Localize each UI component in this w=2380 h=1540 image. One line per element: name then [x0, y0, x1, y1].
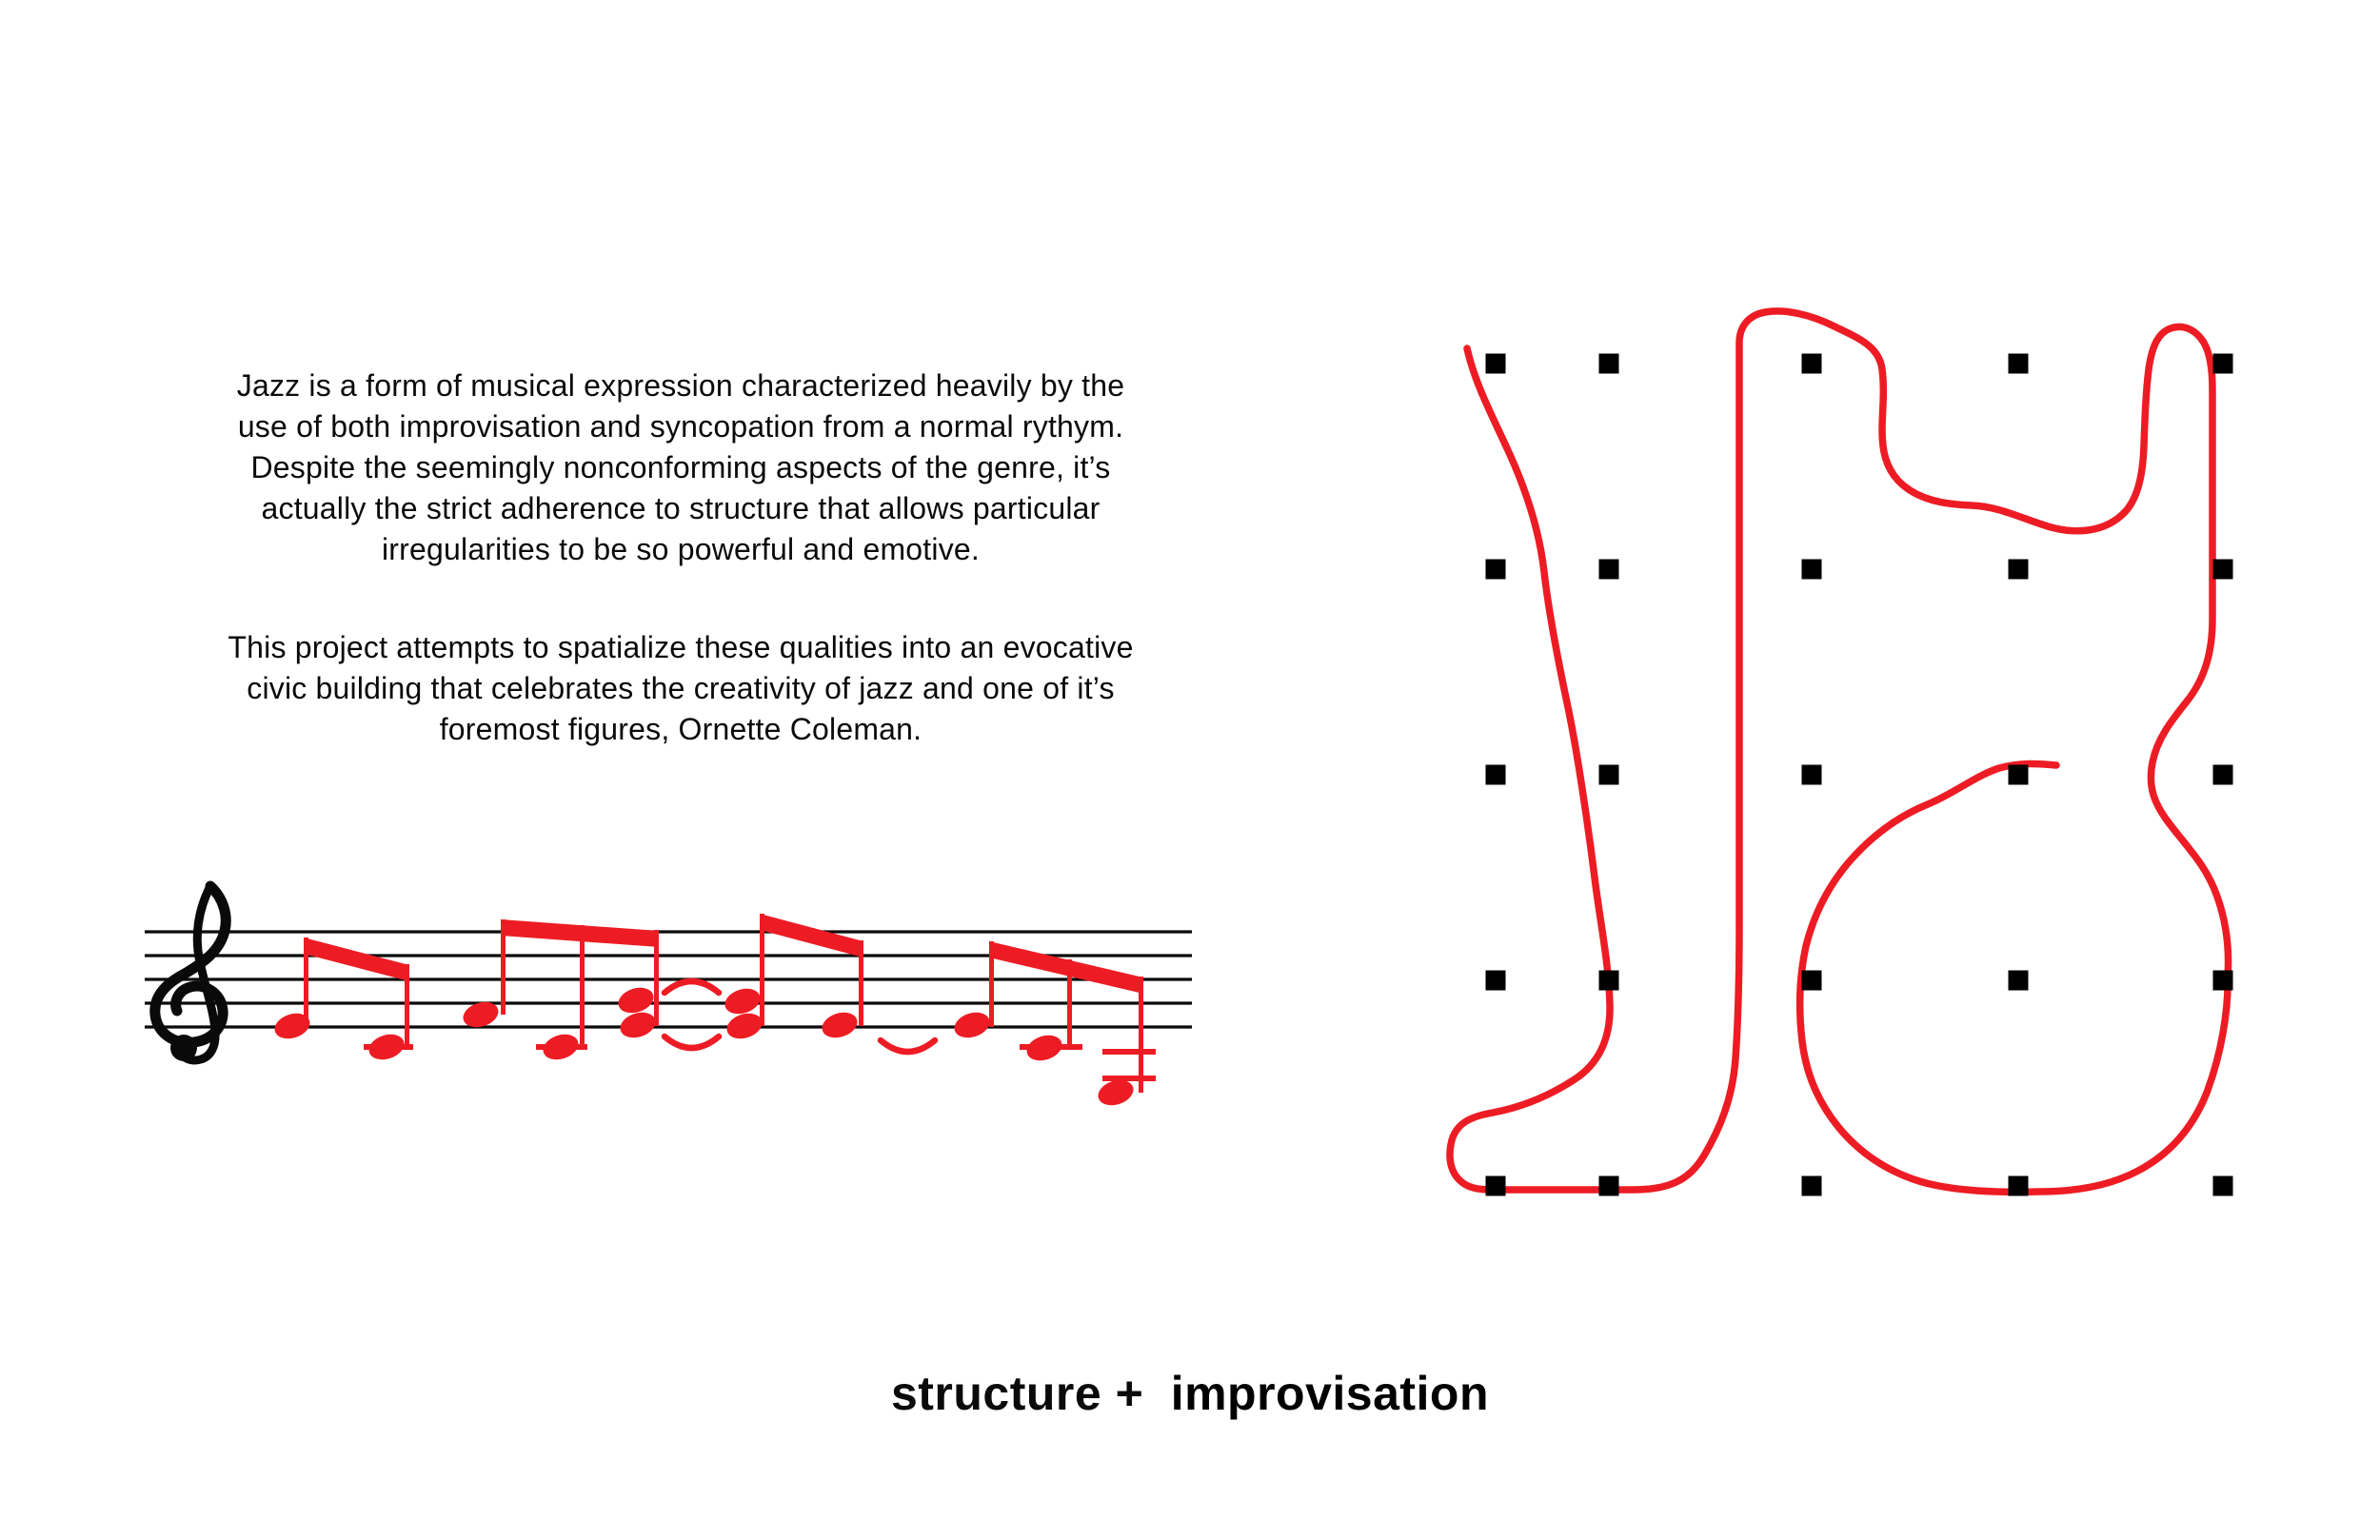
- text-line: irregularities to be so powerful and emotive.: [382, 532, 980, 566]
- improvisation-line: [1450, 311, 2229, 1192]
- note-head: [617, 1008, 659, 1042]
- ledger-line: [1102, 1049, 1156, 1055]
- note-stem: [580, 925, 585, 1047]
- grid-square: [1599, 971, 1619, 991]
- grid-squares: [1486, 354, 2233, 1196]
- note-head: [615, 983, 657, 1017]
- tie-arc-lower: [881, 1040, 935, 1052]
- note-head: [722, 984, 764, 1018]
- text-line: foremost figures, Ornette Coleman.: [439, 712, 922, 746]
- caption-improvisation-label: improvisation: [1170, 1367, 1490, 1420]
- grid-square: [1486, 765, 1506, 785]
- grid-square: [1802, 971, 1822, 991]
- grid-square: [2213, 1176, 2233, 1196]
- grid-square: [1486, 560, 1506, 580]
- note-stem: [405, 964, 409, 1047]
- intro-paragraph-1: [148, 365, 1214, 570]
- grid-square: [2213, 354, 2233, 374]
- grid-square: [2009, 765, 2029, 785]
- text-line: use of both improvisation and syncopation from a normal rythym.: [237, 409, 1124, 444]
- grid-square: [1599, 560, 1619, 580]
- grid-diagram: [1423, 281, 2271, 1223]
- grid-square: [1599, 354, 1619, 374]
- note-stem: [760, 914, 764, 1026]
- grid-square: [2009, 354, 2029, 374]
- note-beam: [760, 914, 863, 958]
- note-head: [1023, 1031, 1065, 1065]
- grid-square: [1486, 354, 1506, 374]
- note-stem: [1067, 959, 1072, 1048]
- grid-square: [1486, 971, 1506, 991]
- grid-square: [1802, 1176, 1822, 1196]
- grid-square: [1802, 354, 1822, 374]
- grid-square: [2009, 1176, 2029, 1196]
- ledger-line: [1102, 1076, 1156, 1081]
- text-line: civic building that celebrates the creativity of jazz and one of it’s: [247, 671, 1115, 705]
- note-beam: [989, 941, 1143, 994]
- grid-square: [2009, 971, 2029, 991]
- note-stem: [501, 919, 506, 1015]
- note-beam: [304, 938, 409, 981]
- text-line: Despite the seemingly nonconforming aspects of the genre, it’s: [250, 450, 1111, 484]
- staff-lines: [145, 932, 1192, 1027]
- note-head: [951, 1008, 993, 1042]
- grid-square: [2213, 971, 2233, 991]
- grid-square: [1486, 1176, 1506, 1196]
- note-stem: [1139, 977, 1143, 1093]
- grid-square: [1599, 1176, 1619, 1196]
- caption-structure-label: structure +: [890, 1367, 1144, 1420]
- text-line: actually the strict adherence to structure that allows particular: [261, 491, 1101, 525]
- grid-square: [2009, 560, 2029, 580]
- grid-square: [1802, 560, 1822, 580]
- note-head: [724, 1009, 765, 1043]
- note-head: [366, 1030, 407, 1064]
- note-stem: [304, 938, 308, 1026]
- grid-square: [2213, 765, 2233, 785]
- intro-paragraph-2: [148, 627, 1214, 750]
- text-line: Jazz is a form of musical expression characterized heavily by the: [236, 368, 1125, 403]
- note-stem: [859, 940, 863, 1026]
- grid-square: [1599, 765, 1619, 785]
- music-staff-graphic: [133, 857, 1209, 1123]
- text-line: This project attempts to spatialize these qualities into an evocative: [228, 630, 1134, 664]
- tie-arc-upper: [664, 981, 719, 993]
- grid-square: [2213, 560, 2233, 580]
- note-stem: [989, 941, 994, 1027]
- red-notes: [271, 914, 1156, 1110]
- note-head: [819, 1008, 861, 1042]
- caption: [0, 1367, 2380, 1420]
- note-head: [540, 1030, 582, 1064]
- grid-square: [1802, 765, 1822, 785]
- treble-clef-icon: [155, 886, 226, 1061]
- tie-arc-lower: [664, 1037, 719, 1048]
- note-stem: [654, 930, 659, 1026]
- intro-text-block: [148, 365, 1214, 750]
